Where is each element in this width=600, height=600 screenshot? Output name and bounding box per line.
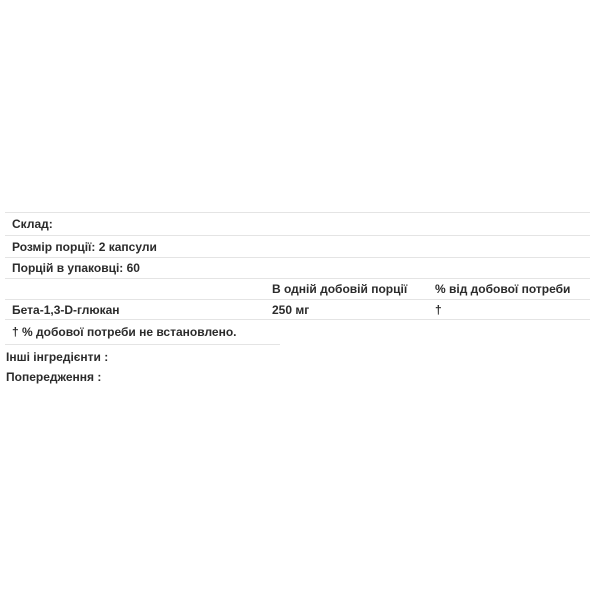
footnote-divider (5, 344, 280, 345)
footnote-text: † % добової потреби не встановлено. (12, 325, 237, 339)
servings-per-container-label: Порцій в упаковці: 60 (12, 261, 140, 275)
table-row-servings-per-container (5, 258, 590, 279)
serving-size-label: Розмір порції: 2 капсули (12, 239, 157, 254)
table-row-composition (5, 213, 590, 236)
table-row-ingredient (5, 300, 590, 320)
ingredient-daily-value: † (435, 302, 442, 317)
table-footnote-row (5, 320, 590, 344)
daily-value-column-header: % від добової потреби (435, 282, 571, 296)
table-row-serving-size (5, 236, 590, 258)
amount-column-header: В одній добовій порції (272, 282, 408, 296)
composition-label: Склад: (12, 217, 53, 231)
warnings-label: Попередження : (6, 370, 102, 384)
table-header-row (5, 279, 590, 300)
supplement-facts-table (5, 212, 590, 345)
ingredient-name: Бета-1,3-D-глюкан (12, 302, 120, 317)
other-ingredients-label: Інші інгредієнти : (6, 350, 109, 364)
ingredient-amount: 250 мг (272, 302, 310, 317)
